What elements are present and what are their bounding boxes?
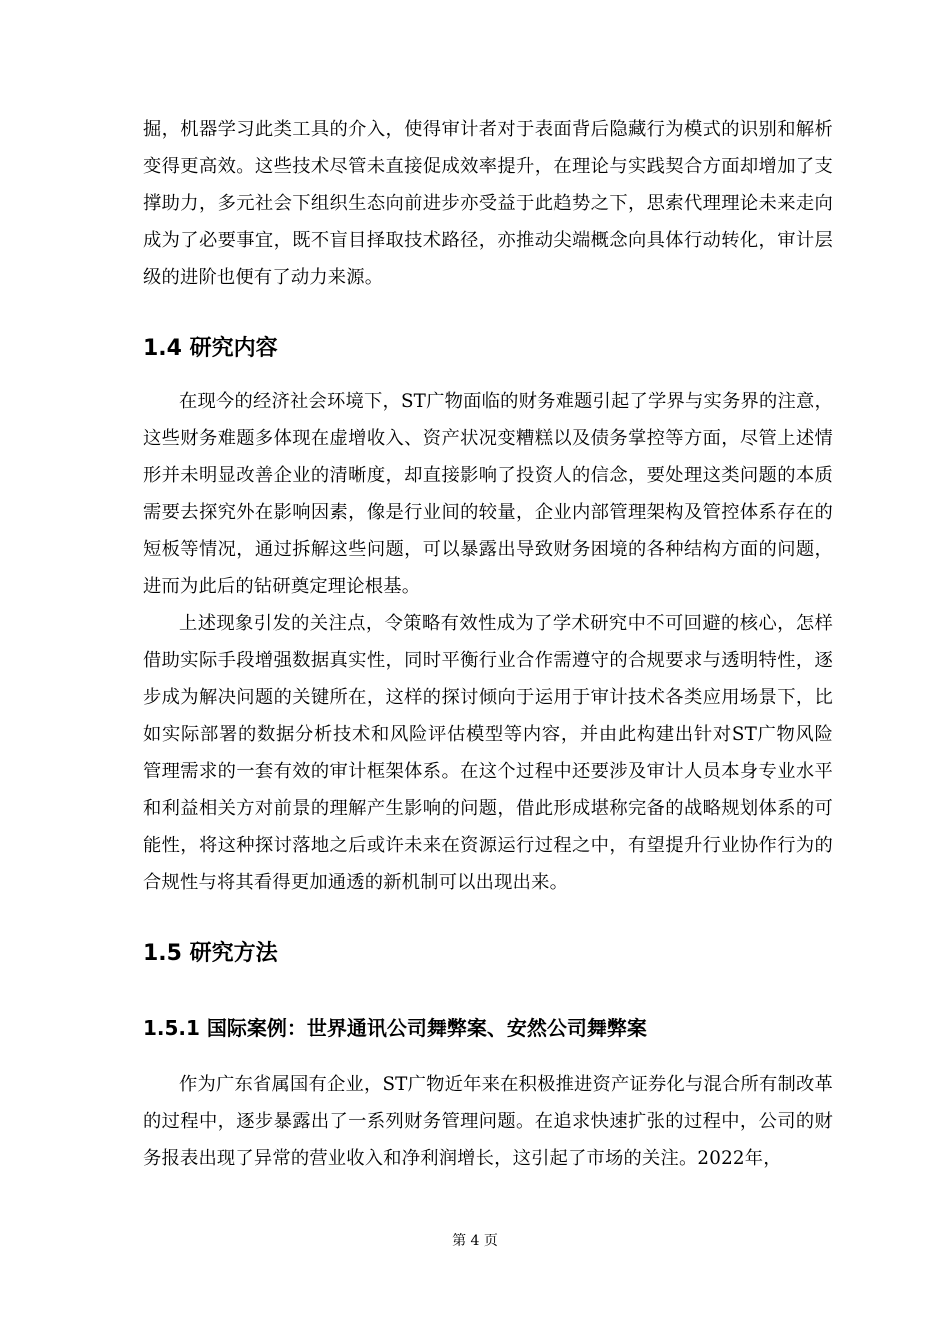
page-body <box>143 111 833 1177</box>
intro-paragraph: 掘，机器学习此类工具的介入，使得审计者对于表面背后隐藏行为模式的识别和解析变得更高效。这些技术尽管未直接促成效率提升，在理论与实践契合方面却增加了支撑助力，多元社会下组织生态向前进步亦受益于此趋势之下，思索代理理论未来走向成为了必要事宜，既不盲目择取技术路径，亦推动尖端概念向具体行动转化，审计层级的进阶也便有了动力来源。 <box>143 119 833 288</box>
section-1-5-1-paragraph: 作为广东省属国有企业，ST广物近年来在积极推进资产证券化与混合所有制改革的过程中，逐步暴露出了一系列财务管理问题。在追求快速扩张的过程中，公司的财务报表出现了异常的营业收入和净利润增长，这引起了市场的关注。2022年， <box>143 1074 833 1169</box>
section-1-5-1-heading: 1.5.1 国际案例：世界通讯公司舞弊案、安然公司舞弊案 <box>143 1016 647 1040</box>
section-1-4-heading: 1.4 研究内容 <box>143 336 278 361</box>
section-1-4-paragraph-1: 在现今的经济社会环境下，ST广物面临的财务难题引起了学界与实务界的注意，这些财务难题多体现在虚增收入、资产状况变糟糕以及债务掌控等方面，尽管上述情形并未明显改善企业的清晰度，却直接影响了投资人的信念，要处理这类问题的本质需要去探究外在影响因素，像是行业间的较量，企业内部管理架构及管控体系存在的短板等情况，通过拆解这些问题，可以暴露出导致财务困境的各种结构方面的问题，进而为此后的钻研奠定理论根基。 <box>143 391 833 597</box>
page-number: 第 4 页 <box>452 1233 498 1249</box>
section-1-4-paragraph-2: 上述现象引发的关注点，令策略有效性成为了学术研究中不可回避的核心，怎样借助实际手段增强数据真实性，同时平衡行业合作需遵守的合规要求与透明特性，逐步成为解决问题的关键所在，这样的探讨倾向于运用于审计技术各类应用场景下，比如实际部署的数据分析技术和风险评估模型等内容，并由此构建出针对ST广物风险管理需求的一套有效的审计框架体系。在这个过程中还要涉及审计人员本身专业水平和利益相关方对前景的理解产生影响的问题，借此形成堪称完备的战略规划体系的可能性，将这种探讨落地之后或许未来在资源运行过程之中，有望提升行业协作行为的合规性与将其看得更加通透的新机制可以出现出来。 <box>143 613 833 893</box>
section-1-5-heading: 1.5 研究方法 <box>143 941 278 966</box>
